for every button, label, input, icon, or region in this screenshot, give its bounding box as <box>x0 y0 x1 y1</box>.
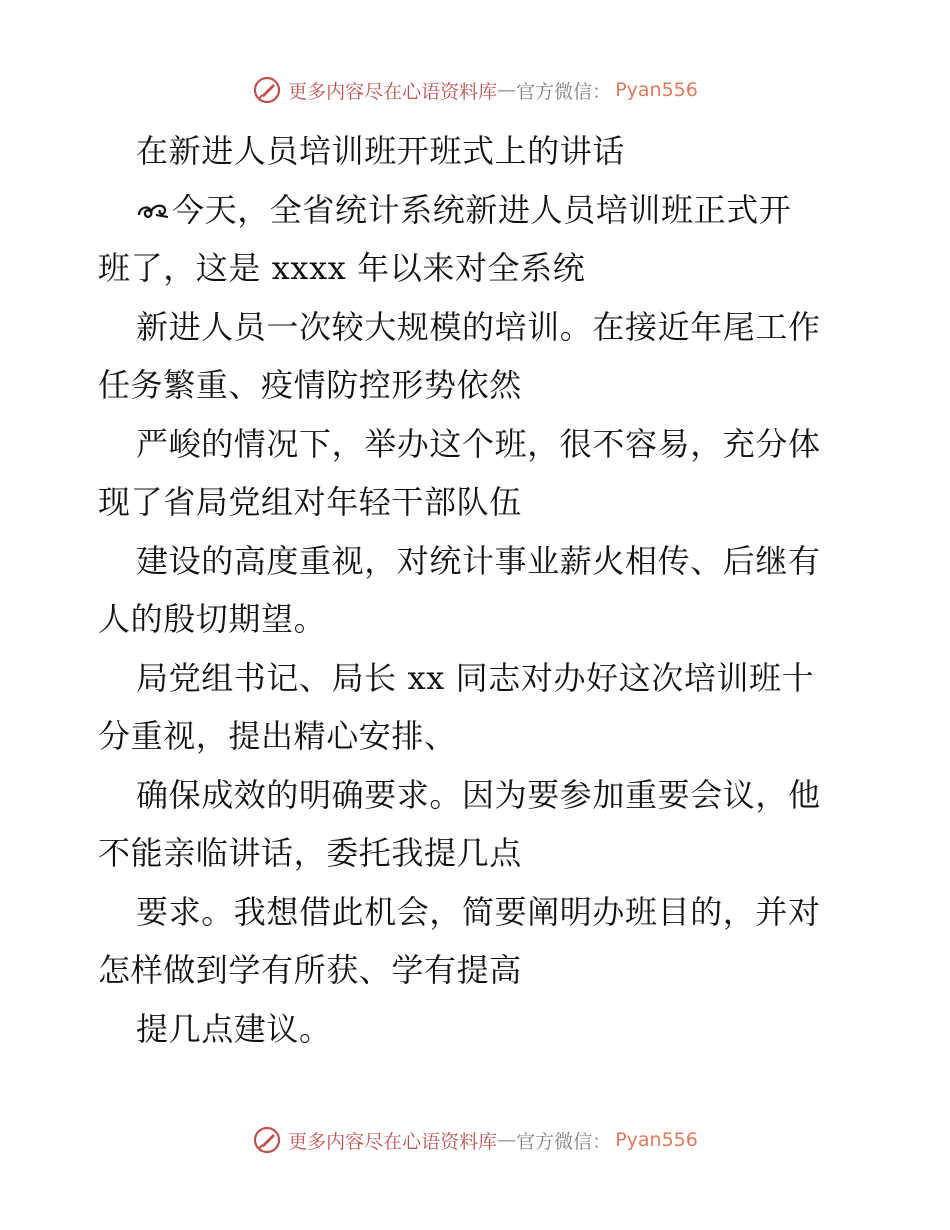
body-line-12: 不能亲临讲话，委托我提几点 <box>98 834 522 872</box>
banner-separator: — <box>497 1129 517 1151</box>
body-line-9: 局党组书记、局长 xx 同志对办好这次培训班十 <box>136 658 815 697</box>
quill-circle-logo-icon <box>252 75 282 105</box>
body-line-15: 提几点建议。 <box>136 1009 332 1048</box>
ornament-bullet-icon <box>136 199 170 223</box>
document-title: 在新进人员培训班开班式上的讲话 <box>136 132 626 170</box>
body-line-10: 分重视，提出精心安排、 <box>98 717 457 755</box>
body-line-14: 怎样做到学有所获、学有提高 <box>98 951 522 989</box>
body-line-1 <box>98 181 858 240</box>
banner-main-text: 更多内容尽在心语资料库 <box>288 80 498 103</box>
banner-separator: — <box>497 79 517 101</box>
banner-handle: Pyan556 <box>615 1129 698 1151</box>
body-line-13: 要求。我想借此机会，简要阐明办班目的，并对 <box>136 892 821 931</box>
body-line-2: 班了，这是 xxxx 年以来对全系统 <box>98 249 586 287</box>
document-body <box>98 122 858 1058</box>
body-line-7: 建设的高度重视，对统计事业薪火相传、后继有 <box>136 541 821 580</box>
header-watermark-banner <box>0 72 950 108</box>
body-line-5: 严峻的情况下，举办这个班，很不容易，充分体 <box>136 424 821 463</box>
body-line-6: 现了省局党组对年轻干部队伍 <box>98 483 522 521</box>
quill-circle-logo-icon <box>252 1125 282 1155</box>
body-line-3: 新进人员一次较大规模的培训。在接近年尾工作 <box>136 307 821 346</box>
banner-main-text: 更多内容尽在心语资料库 <box>288 1130 498 1153</box>
banner-wechat-label: 官方微信： <box>516 1130 612 1153</box>
body-line-text: 今天，全省统计系统新进人员培训班正式开 <box>172 190 792 229</box>
body-line-11: 确保成效的明确要求。因为要参加重要会议，他 <box>136 775 821 814</box>
banner-handle: Pyan556 <box>615 79 698 101</box>
banner-wechat-label: 官方微信： <box>516 80 612 103</box>
body-line-4: 任务繁重、疫情防控形势依然 <box>98 366 522 404</box>
footer-watermark-banner <box>0 1122 950 1158</box>
body-line-8: 人的殷切期望。 <box>98 600 327 638</box>
